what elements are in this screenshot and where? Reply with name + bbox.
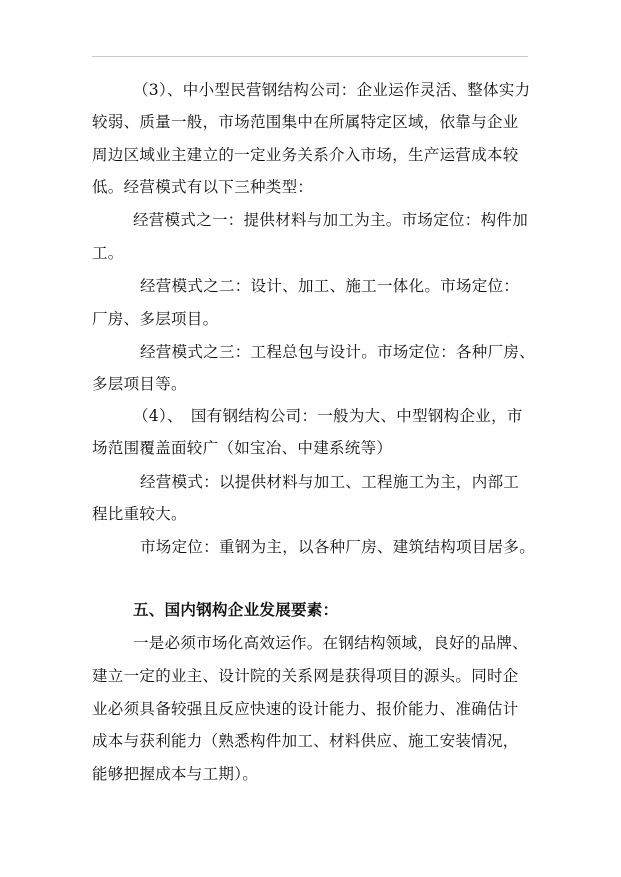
text-line: 经营模式之一：提供材料与加工为主。市场定位：构件加 xyxy=(133,211,529,229)
text-line: 经营模式之三：工程总包与设计。市场定位：各种厂房、 xyxy=(140,343,536,361)
text-line: 经营模式之二：设计、加工、施工一体化。市场定位： xyxy=(140,277,520,295)
text-line: （3）、中小型民营钢结构公司：企业运作灵活、整体实力 xyxy=(133,81,531,99)
text-line: 一是必须市场化高效运作。在钢结构领域，良好的品牌、 xyxy=(133,634,529,652)
section-heading: 五、国内钢构企业发展要素： xyxy=(133,600,339,619)
text-line: 厂房、多层项目。 xyxy=(92,310,219,328)
text-line: 建立一定的业主、设计院的关系网是获得项目的源头。同时企 xyxy=(92,667,519,685)
text-line: 能够把握成本与工期）。 xyxy=(92,765,259,783)
text-line: （4）、 国有钢结构公司：一般为大、中型钢构企业，市 xyxy=(133,407,523,425)
text-line: 场范围覆盖面较广（如宝冶、中建系统等） xyxy=(92,439,393,457)
text-line: 周边区域业主建立的一定业务关系介入市场，生产运营成本较 xyxy=(92,146,519,164)
text-line: 业必须具备较强且反应快速的设计能力、报价能力、准确估计 xyxy=(92,700,519,718)
text-line: 市场定位：重钢为主，以各种厂房、建筑结构项目居多。 xyxy=(140,538,536,556)
text-line: 多层项目等。 xyxy=(92,375,187,393)
text-line: 较弱、质量一般，市场范围集中在所属特定区域，依靠与企业 xyxy=(92,113,519,131)
text-line: 工。 xyxy=(92,244,124,262)
text-line: 程比重较大。 xyxy=(92,505,187,523)
text-line: 低。经营模式有以下三种类型： xyxy=(92,178,314,196)
text-line: 经营模式：以提供材料与加工、工程施工为主，内部工 xyxy=(140,473,520,491)
text-line: 成本与获利能力（熟悉构件加工、材料供应、施工安装情况， xyxy=(92,732,519,750)
header-rule xyxy=(92,56,528,57)
